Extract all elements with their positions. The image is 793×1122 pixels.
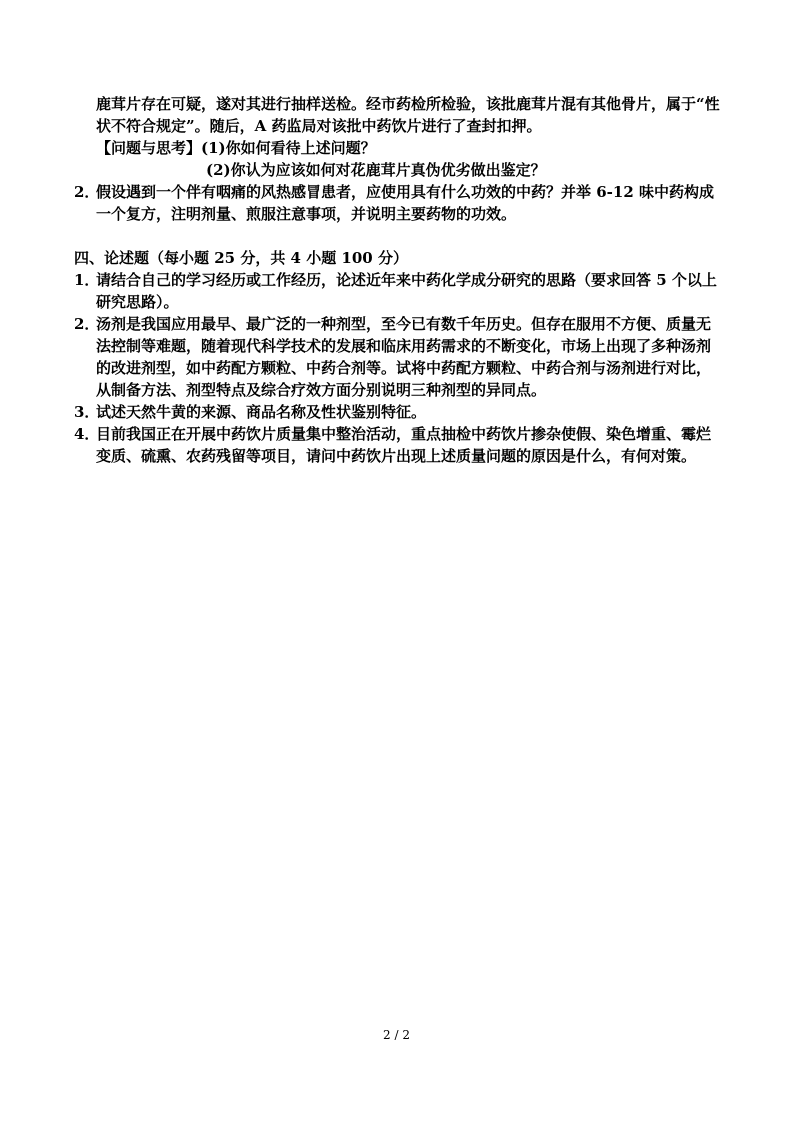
- list-item: [74, 269, 724, 313]
- section-title: 四、论述题（每小题 25 分，共 4 小题 100 分）: [74, 249, 408, 267]
- question-1-text: (1)你如何看待上述问题？: [201, 139, 376, 157]
- item-text: 请结合自己的学习经历或工作经历，论述近年来中药化学成分研究的思路（要求回答 5 个以上研究思路）。: [96, 271, 717, 311]
- section-spacer: [74, 225, 724, 247]
- question-thinking-label: 【问题与思考】: [96, 139, 202, 157]
- item-number: 1．: [74, 271, 100, 289]
- page-number: 2 / 2: [383, 1028, 410, 1042]
- document-body: [74, 93, 724, 467]
- list-item: [74, 401, 724, 423]
- question-2-text: (2)你认为应该如何对花鹿茸片真伪优劣做出鉴定？: [206, 161, 546, 179]
- case-continuation-paragraph: 鹿茸片存在可疑，遂对其进行抽样送检。经市药检所检验，该批鹿茸片混有其他骨片，属于“性状不符合规定”。随后，A 药监局对该批中药饮片进行了查封扣押。: [96, 95, 720, 135]
- list-item: [74, 313, 724, 401]
- item-text: 目前我国正在开展中药饮片质量集中整治活动，重点抽检中药饮片掺杂使假、染色增重、霉烂变质、硫熏、农药残留等项目，请问中药饮片出现上述质量问题的原因是什么，有何对策。: [96, 425, 712, 465]
- list-item: [74, 181, 724, 225]
- item-number: 2．: [74, 315, 100, 333]
- item-number: 3．: [74, 403, 100, 421]
- question-thinking-line-1: [74, 137, 724, 159]
- item-text: 试述天然牛黄的来源、商品名称及性状鉴别特征。: [96, 403, 427, 421]
- item-number: 2．: [74, 183, 100, 201]
- list-item: [74, 423, 724, 467]
- item-text: 假设遇到一个伴有咽痛的风热感冒患者，应使用具有什么功效的中药？并举 6-12 味中药构成一个复方，注明剂量、煎服注意事项，并说明主要药物的功效。: [96, 183, 714, 223]
- item-number: 4．: [74, 425, 100, 443]
- item-text: 汤剂是我国应用最早、最广泛的一种剂型，至今已有数千年历史。但存在服用不方便、质量无法控制等难题，随着现代科学技术的发展和临床用药需求的不断变化，市场上出现了多种汤剂的改进剂型，如中药配方颗粒、中药合剂等。试将中药配方颗粒、中药合剂与汤剂进行对比，从制备方法、剂型特点及综合疗效方面分别说明三种剂型的异同点。: [96, 315, 712, 399]
